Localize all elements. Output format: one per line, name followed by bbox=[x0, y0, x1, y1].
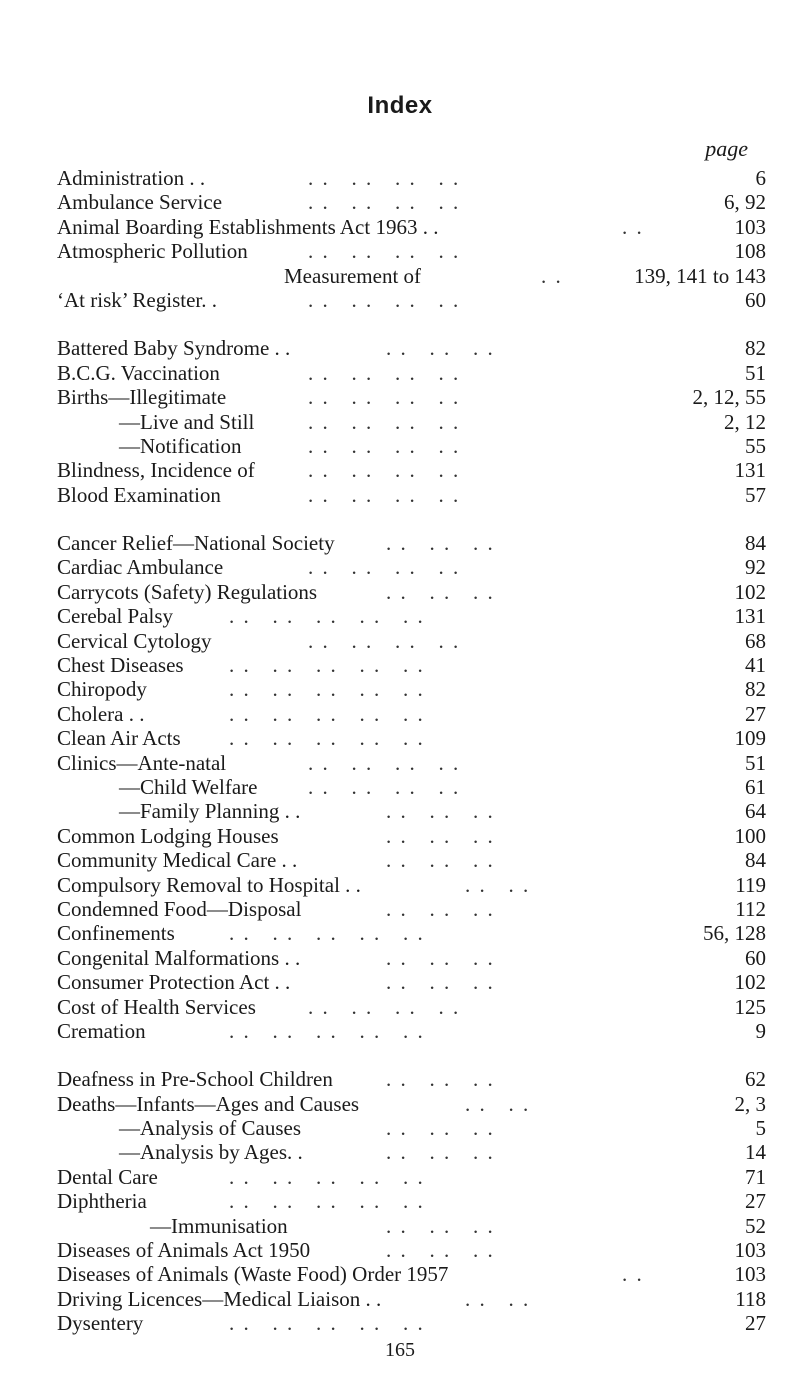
leader-dots: . . . . bbox=[465, 1091, 531, 1116]
entry-page: 82 bbox=[745, 336, 766, 361]
entry-label: Blood Examination bbox=[57, 482, 221, 507]
leader-dots: . . . . . . bbox=[386, 579, 495, 604]
entry-page: 103 bbox=[734, 214, 766, 239]
entry-page: 2, 12 bbox=[724, 409, 766, 434]
entry-label: Battered Baby Syndrome . . bbox=[57, 336, 291, 361]
entry-label: —Live and Still bbox=[119, 409, 255, 434]
index-entry bbox=[57, 604, 766, 628]
entry-label: Cancer Relief—National Society bbox=[57, 531, 335, 556]
index-entry bbox=[57, 873, 766, 897]
leader-dots: . . . . . . bbox=[386, 1213, 495, 1238]
index-entry bbox=[57, 726, 766, 750]
entry-label: Dysentery bbox=[57, 1311, 144, 1336]
index-entry bbox=[57, 385, 766, 409]
entry-page: 61 bbox=[745, 774, 766, 799]
entry-label: Cholera . . bbox=[57, 701, 145, 726]
entry-label: —Analysis by Ages. . bbox=[119, 1140, 303, 1165]
index-entry bbox=[57, 580, 766, 604]
entry-page: 62 bbox=[745, 1067, 766, 1092]
index-entry bbox=[57, 1311, 766, 1335]
index-entry bbox=[57, 483, 766, 507]
entry-page: 2, 3 bbox=[734, 1091, 766, 1116]
leader-dots: . . . . . . . . bbox=[308, 994, 461, 1019]
index-entry bbox=[57, 824, 766, 848]
entry-page: 119 bbox=[735, 872, 766, 897]
leader-dots: . . . . . . bbox=[386, 1067, 495, 1092]
leader-dots: . . bbox=[541, 263, 563, 288]
index-entry bbox=[57, 215, 766, 239]
entry-page: 102 bbox=[734, 579, 766, 604]
entry-label: Measurement of bbox=[284, 263, 422, 288]
index-entry bbox=[57, 434, 766, 458]
leader-dots: . . . . . . . . . . bbox=[229, 1164, 425, 1189]
entry-label: Compulsory Removal to Hospital . . bbox=[57, 872, 361, 897]
index-entry bbox=[57, 848, 766, 872]
entry-page: 102 bbox=[734, 970, 766, 995]
entry-label: Clinics—Ante-natal bbox=[57, 750, 227, 775]
leader-dots: . . . . . . . . . . bbox=[229, 653, 425, 678]
index-entry bbox=[57, 264, 766, 288]
entry-label: —Immunisation bbox=[150, 1213, 288, 1238]
index-entry bbox=[57, 1116, 766, 1140]
entry-label: Deafness in Pre-School Children bbox=[57, 1067, 333, 1092]
index-entry bbox=[57, 1189, 766, 1213]
index-entry bbox=[57, 970, 766, 994]
leader-dots: . . . . . . . . bbox=[308, 166, 461, 190]
entry-label: Carrycots (Safety) Regulations bbox=[57, 579, 318, 604]
index-entry bbox=[57, 166, 766, 190]
entry-page: 2, 12, 55 bbox=[692, 385, 766, 410]
entry-page: 112 bbox=[735, 896, 766, 921]
leader-dots: . . . . . . bbox=[386, 945, 495, 970]
entry-label: Cardiac Ambulance bbox=[57, 555, 224, 580]
entry-page: 6, 92 bbox=[724, 190, 766, 215]
entry-label: —Notification bbox=[119, 433, 242, 458]
leader-dots: . . . . . . bbox=[386, 896, 495, 921]
entry-label: Common Lodging Houses bbox=[57, 823, 279, 848]
entry-label: Congenital Malformations . . bbox=[57, 945, 301, 970]
leader-dots: . . . . . . . . bbox=[308, 239, 461, 264]
entry-page: 118 bbox=[735, 1286, 766, 1311]
leader-dots: . . . . . . . . . . bbox=[229, 701, 425, 726]
leader-dots: . . . . . . . . . . bbox=[229, 604, 425, 629]
entry-label: Chest Diseases bbox=[57, 653, 184, 678]
entry-page: 60 bbox=[745, 945, 766, 970]
leader-dots: . . . . . . . . . . bbox=[229, 1018, 425, 1043]
index-entry bbox=[57, 799, 766, 823]
index-entry bbox=[57, 677, 766, 701]
leader-dots: . . bbox=[622, 214, 644, 239]
leader-dots: . . bbox=[622, 1262, 644, 1287]
entry-page: 5 bbox=[755, 1116, 766, 1141]
entry-page: 27 bbox=[745, 701, 766, 726]
entry-label: Diseases of Animals (Waste Food) Order 1957 bbox=[57, 1262, 449, 1287]
entry-page: 9 bbox=[755, 1018, 766, 1043]
entry-label: Consumer Protection Act . . bbox=[57, 970, 291, 995]
entry-label: Cervical Cytology bbox=[57, 628, 212, 653]
leader-dots: . . . . . . bbox=[386, 799, 495, 824]
index-entry bbox=[57, 1214, 766, 1238]
leader-dots: . . . . . . bbox=[386, 1140, 495, 1165]
index-entry bbox=[57, 410, 766, 434]
index-entry bbox=[57, 190, 766, 214]
entry-page: 131 bbox=[734, 604, 766, 629]
entry-page: 103 bbox=[734, 1238, 766, 1263]
entry-page: 51 bbox=[745, 750, 766, 775]
entry-page: 51 bbox=[745, 360, 766, 385]
index-entry bbox=[57, 775, 766, 799]
leader-dots: . . . . . . . . bbox=[308, 628, 461, 653]
index-entry bbox=[57, 1287, 766, 1311]
entry-page: 84 bbox=[745, 531, 766, 556]
entry-label: Confinements bbox=[57, 921, 175, 946]
index-entry bbox=[57, 336, 766, 360]
entry-label: Cerebal Palsy bbox=[57, 604, 174, 629]
leader-dots: . . . . bbox=[465, 1286, 531, 1311]
entry-label: Diseases of Animals Act 1950 bbox=[57, 1238, 311, 1263]
entry-page: 103 bbox=[734, 1262, 766, 1287]
entry-page: 64 bbox=[745, 799, 766, 824]
index-section bbox=[57, 336, 766, 507]
entry-label: Cremation bbox=[57, 1018, 146, 1043]
leader-dots: . . . . . . bbox=[386, 1116, 495, 1141]
entry-page: 82 bbox=[745, 677, 766, 702]
leader-dots: . . . . bbox=[465, 872, 531, 897]
index-entry bbox=[57, 1262, 766, 1286]
entry-page: 108 bbox=[734, 239, 766, 264]
index-entry bbox=[57, 897, 766, 921]
index-entry bbox=[57, 1092, 766, 1116]
leader-dots: . . . . . . bbox=[386, 848, 495, 873]
index-entry bbox=[57, 629, 766, 653]
entry-label: Animal Boarding Establishments Act 1963 . . bbox=[57, 214, 439, 239]
index-entry bbox=[57, 1067, 766, 1091]
entry-label: ‘At risk’ Register. . bbox=[57, 287, 218, 312]
index-list bbox=[57, 166, 766, 1360]
index-entry bbox=[57, 1165, 766, 1189]
entry-page: 41 bbox=[745, 653, 766, 678]
page-number: 165 bbox=[385, 1339, 415, 1361]
leader-dots: . . . . . . bbox=[386, 823, 495, 848]
entry-page: 131 bbox=[734, 458, 766, 483]
entry-page: 71 bbox=[745, 1164, 766, 1189]
entry-page: 100 bbox=[734, 823, 766, 848]
entry-page: 109 bbox=[734, 726, 766, 751]
leader-dots: . . . . . . . . bbox=[308, 458, 461, 483]
index-entry bbox=[57, 1140, 766, 1164]
index-entry bbox=[57, 1019, 766, 1043]
entry-label: Atmospheric Pollution bbox=[57, 239, 248, 264]
index-entry bbox=[57, 361, 766, 385]
leader-dots: . . . . . . . . bbox=[308, 409, 461, 434]
entry-page: 139, 141 to 143 bbox=[634, 263, 766, 288]
entry-page: 125 bbox=[734, 994, 766, 1019]
entry-page: 27 bbox=[745, 1189, 766, 1214]
entry-page: 56, 128 bbox=[703, 921, 766, 946]
leader-dots: . . . . . . . . bbox=[308, 482, 461, 507]
leader-dots: . . . . . . . . bbox=[308, 750, 461, 775]
leader-dots: . . . . . . bbox=[386, 531, 495, 556]
entry-label: Births—Illegitimate bbox=[57, 385, 227, 410]
entry-label: Ambulance Service bbox=[57, 190, 223, 215]
entry-label: —Child Welfare bbox=[119, 774, 258, 799]
leader-dots: . . . . . . . . bbox=[308, 433, 461, 458]
leader-dots: . . . . . . . . . . bbox=[229, 726, 425, 751]
index-entry bbox=[57, 702, 766, 726]
entry-label: Dental Care bbox=[57, 1164, 158, 1189]
entry-page: 27 bbox=[745, 1311, 766, 1336]
entry-page: 60 bbox=[745, 287, 766, 312]
entry-label: Community Medical Care . . bbox=[57, 848, 298, 873]
entry-label: Driving Licences—Medical Liaison . . bbox=[57, 1286, 382, 1311]
index-entry bbox=[57, 239, 766, 263]
index-entry bbox=[57, 1238, 766, 1262]
leader-dots: . . . . . . . . . . bbox=[229, 1189, 425, 1214]
leader-dots: . . . . . . . . . . bbox=[229, 1311, 425, 1336]
entry-page: 68 bbox=[745, 628, 766, 653]
entry-label: Administration . . bbox=[57, 166, 206, 190]
entry-label: Diphtheria bbox=[57, 1189, 147, 1214]
leader-dots: . . . . . . . . bbox=[308, 287, 461, 312]
index-entry bbox=[57, 946, 766, 970]
entry-label: —Analysis of Causes bbox=[119, 1116, 301, 1141]
entry-page: 57 bbox=[745, 482, 766, 507]
leader-dots: . . . . . . . . bbox=[308, 385, 461, 410]
entry-label: Condemned Food—Disposal bbox=[57, 896, 302, 921]
leader-dots: . . . . . . bbox=[386, 336, 495, 361]
leader-dots: . . . . . . . . bbox=[308, 360, 461, 385]
index-entry bbox=[57, 555, 766, 579]
leader-dots: . . . . . . . . bbox=[308, 774, 461, 799]
index-title: Index bbox=[367, 92, 433, 119]
leader-dots: . . . . . . . . . . bbox=[229, 921, 425, 946]
entry-label: Chiropody bbox=[57, 677, 147, 702]
entry-page: 55 bbox=[745, 433, 766, 458]
entry-label: Deaths—Infants—Ages and Causes bbox=[57, 1091, 360, 1116]
entry-label: —Family Planning . . bbox=[119, 799, 301, 824]
entry-page: 84 bbox=[745, 848, 766, 873]
entry-label: Clean Air Acts bbox=[57, 726, 181, 751]
leader-dots: . . . . . . . . . . bbox=[229, 677, 425, 702]
entry-page: 92 bbox=[745, 555, 766, 580]
index-entry bbox=[57, 995, 766, 1019]
index-entry bbox=[57, 751, 766, 775]
entry-label: Blindness, Incidence of bbox=[57, 458, 255, 483]
index-entry bbox=[57, 531, 766, 555]
entry-page: 6 bbox=[755, 166, 766, 190]
entry-page: 14 bbox=[745, 1140, 766, 1165]
index-section bbox=[57, 166, 766, 312]
leader-dots: . . . . . . bbox=[386, 970, 495, 995]
index-section bbox=[57, 1067, 766, 1335]
leader-dots: . . . . . . . . bbox=[308, 190, 461, 215]
leader-dots: . . . . . . bbox=[386, 1238, 495, 1263]
entry-page: 52 bbox=[745, 1213, 766, 1238]
index-entry bbox=[57, 921, 766, 945]
entry-label: Cost of Health Services bbox=[57, 994, 256, 1019]
page-column-label: page bbox=[705, 136, 748, 161]
index-entry bbox=[57, 458, 766, 482]
leader-dots: . . . . . . . . bbox=[308, 555, 461, 580]
index-entry bbox=[57, 653, 766, 677]
index-section bbox=[57, 531, 766, 1043]
index-entry bbox=[57, 288, 766, 312]
entry-label: B.C.G. Vaccination bbox=[57, 360, 220, 385]
